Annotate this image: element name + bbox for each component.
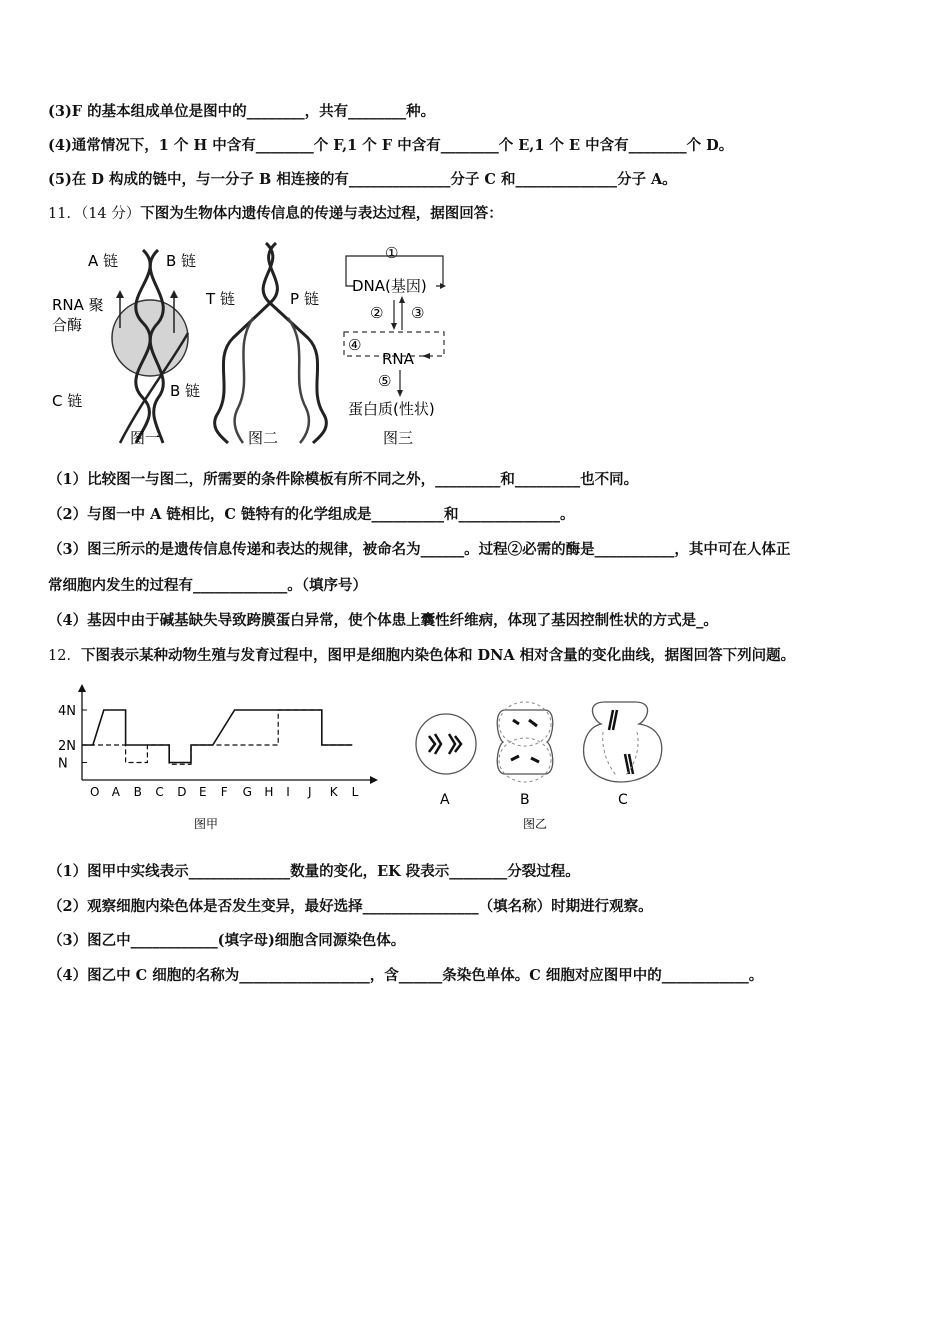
question-11-sub3-line1: （3）图三所示的是遗传信息传递和表达的规律，被命名为______。过程②必需的酶是___________，其中可在人体正 <box>48 541 791 558</box>
question-10-sub4: (4)通常情况下，1 个 H 中含有________个 F,1 个 F 中含有________个 E,1 个 E 中含有________个 D。 <box>48 137 734 154</box>
question-11-sub3-line2: 常细胞内发生的过程有_____________。（填序号） <box>48 577 367 594</box>
label-process-4: ④ <box>348 336 362 354</box>
question-12-stem <box>48 646 795 666</box>
question-10-sub3: (3)F 的基本组成单位是图中的________，共有________种。 <box>48 103 436 120</box>
label-process-1: ① <box>385 244 399 262</box>
chromosome-dna-chart <box>48 680 388 840</box>
x-tick-label: H <box>264 785 274 799</box>
cell-b <box>497 702 553 808</box>
x-tick-label: O <box>90 785 100 799</box>
question-12-sub3: （3）图乙中____________(填字母)细胞含同源染色体。 <box>48 932 406 949</box>
y-tick-label: 2N <box>58 739 76 754</box>
label-chain-t: T 链 <box>206 290 235 308</box>
label-dna-gene: DNA(基因) <box>352 277 427 295</box>
question-number: 11． <box>48 206 81 222</box>
genetic-info-figure <box>48 238 468 450</box>
label-chain-c: C 链 <box>52 392 83 410</box>
new-strand-left <box>235 318 253 443</box>
question-12-sub4: （4）图乙中 C 细胞的名称为__________________，含______条染色单体。C 细胞对应图甲中的____________。 <box>48 967 764 984</box>
series-solid-line <box>82 710 352 763</box>
label-chain-p: P 链 <box>290 290 319 308</box>
cell-a <box>416 714 476 808</box>
cell-label-a: A <box>440 792 450 808</box>
x-tick-label: E <box>199 785 207 799</box>
x-tick-label: F <box>220 785 228 799</box>
x-tick-label: A <box>111 785 121 799</box>
question-text: 下图为生物体内遗传信息的传递与表达过程，据图回答： <box>140 205 503 222</box>
question-10-sub5: (5)在 D 构成的链中，与一分子 B 相连接的有______________分子 C 和______________分子 A。 <box>48 171 677 188</box>
question-11-sub4: （4）基因中由于碱基缺失导致跨膜蛋白异常，使个体患上囊性纤维病，体现了基因控制性状的方式是_。 <box>48 612 718 629</box>
x-tick-label: K <box>329 785 338 799</box>
x-tick-label: I <box>286 785 290 799</box>
y-tick-label: N <box>58 756 68 772</box>
label-chain-b-top: B 链 <box>166 252 197 270</box>
chart-caption: 图甲 <box>194 817 219 831</box>
cell-label-b: B <box>520 792 530 808</box>
label-chain-b-bottom: B 链 <box>170 382 201 400</box>
question-11-sub2: （2）与图一中 A 链相比，C 链特有的化学组成是__________和______________。 <box>48 506 575 523</box>
x-tick-label: B <box>133 785 142 799</box>
label-process-2: ② <box>370 304 384 322</box>
cell-c <box>584 702 662 808</box>
label-enzyme-2: 合酶 <box>52 316 83 334</box>
label-enzyme-1: RNA 聚 <box>52 296 104 314</box>
question-12-sub2: （2）观察细胞内染色体是否发生变异，最好选择________________（填名称）时期进行观察。 <box>48 898 653 915</box>
question-11-stem <box>48 204 503 224</box>
y-tick-label: 4N <box>58 704 76 719</box>
figure-2-replication <box>205 243 326 447</box>
figure-3-central-dogma <box>344 244 446 447</box>
label-protein-trait: 蛋白质(性状) <box>348 400 435 418</box>
question-11-sub1: （1）比较图一与图二，所需要的条件除模板有所不同之外，_________和_________也不同。 <box>48 471 639 488</box>
caption-figure-2: 图二 <box>248 429 279 447</box>
x-tick-label: D <box>177 785 187 799</box>
label-chain-a: A 链 <box>88 252 119 270</box>
question-12-sub1: （1）图甲中实线表示______________数量的变化，EK 段表示________分裂过程。 <box>48 863 580 880</box>
x-tick-label: L <box>351 785 359 799</box>
x-tick-label: C <box>155 785 164 799</box>
cell-label-c: C <box>618 792 628 808</box>
label-process-5: ⑤ <box>378 372 392 390</box>
question-text: 下图表示某种动物生殖与发育过程中，图甲是细胞内染色体和 DNA 相对含量的变化曲线，据图回答下列问题。 <box>80 647 796 664</box>
question-number: 12． <box>48 648 81 664</box>
cells-caption: 图乙 <box>523 817 548 831</box>
caption-figure-1: 图一 <box>130 429 161 447</box>
x-tick-label: G <box>242 785 252 799</box>
caption-figure-3: 图三 <box>383 429 414 447</box>
x-tick-label: J <box>308 785 312 799</box>
cell-division-figure <box>405 680 675 840</box>
label-rna: RNA <box>382 350 414 368</box>
question-points: （14 分） <box>80 206 141 222</box>
label-process-3: ③ <box>411 304 425 322</box>
figure-1-transcription <box>52 250 200 447</box>
